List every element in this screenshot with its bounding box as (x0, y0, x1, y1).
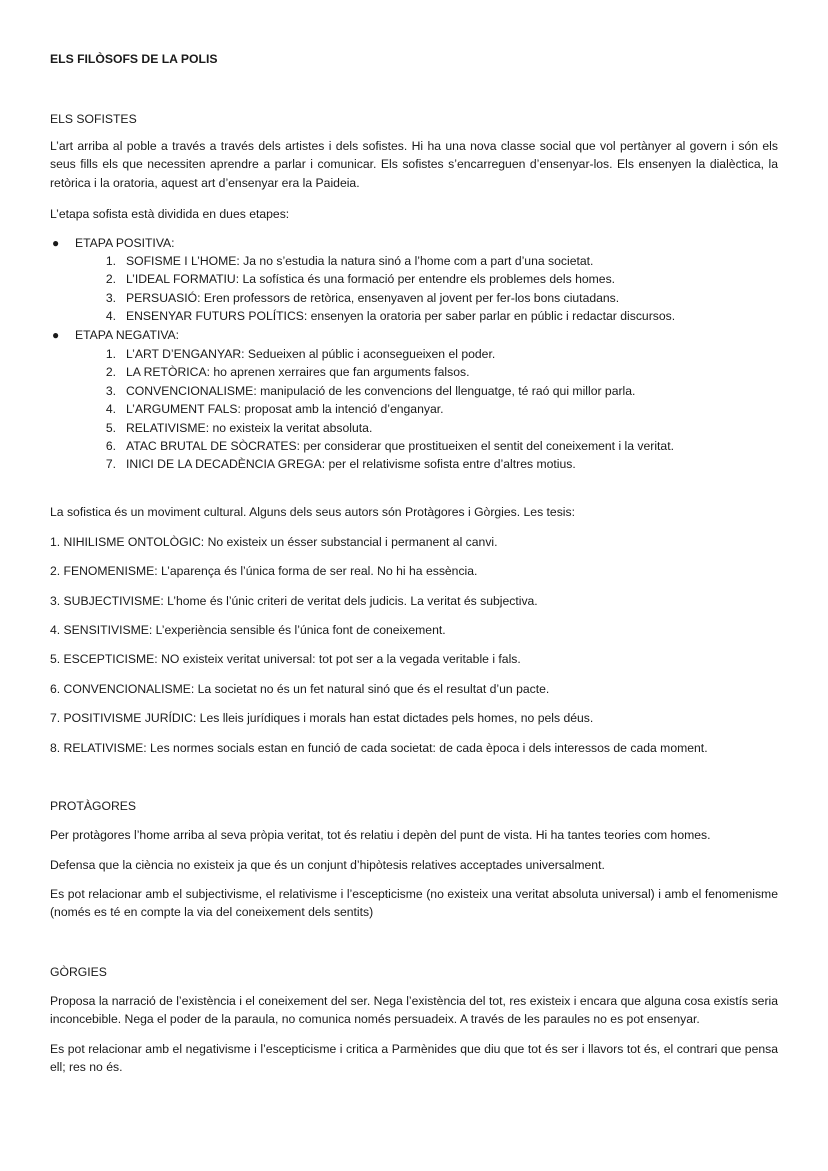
positive-item (100, 270, 675, 288)
thesis-item: 2. FENOMENISME: L’aparença és l’única forma de ser real. No hi ha essència. (50, 564, 478, 578)
positive-item (100, 307, 675, 325)
list-number: 7. (105, 457, 116, 472)
list-item-text: ENSENYAR FUTURS POLÍTICS: ensenyen la oratoria per saber parlar en públic i redactar discursos. (126, 309, 676, 324)
list-number: 5. (105, 420, 116, 435)
negative-item (100, 419, 674, 437)
positive-item (100, 252, 675, 270)
list-number: 1. (105, 347, 116, 361)
list-number: 6. (105, 438, 116, 453)
thesis-item: 4. SENSITIVISME: L’experiència sensible és l’única font de coneixement. (50, 623, 446, 637)
list-item-text: CONVENCIONALISME: manipulació de les convencions del llenguatge, té raó qui millor parla. (126, 383, 636, 398)
protagores-p1: Per protàgores l’home arriba al seva pròpia veritat, tot és relatiu i depèn del punt de vista. Hi ha tantes teories com homes. (50, 828, 711, 842)
negative-item (100, 437, 674, 455)
list-item-text: INICI DE LA DECADÈNCIA GREGA: per el relativisme sofista entre d’altres motius. (126, 457, 576, 472)
thesis-item: 3. SUBJECTIVISME: L’home és l’únic criteri de veritat dels judicis. La veritat és subjectiva. (50, 594, 538, 608)
list-number: 4. (105, 402, 116, 417)
positive-list (100, 252, 675, 326)
list-number: 4. (105, 309, 116, 324)
bullet-dot-icon: ● (52, 236, 60, 250)
thesis-item: 1. NIHILISME ONTOLÒGIC: No existeix un ésser substancial i permanent al canvi. (50, 535, 498, 549)
heading-gorgies: GÒRGIES (50, 965, 107, 979)
document-title: ELS FILÒSOFS DE LA POLIS (50, 52, 218, 66)
gorgies-p1: Proposa la narració de l’existència i el coneixement del ser. Nega l’existència del tot, res existeix i encara que alguna cosa existís seria inconcebible. Nega el poder de la paraula, no comunica només persuadeix. A través de les paraules no es pot ensenyar. (50, 994, 778, 1027)
list-number: 3. (105, 290, 116, 305)
list-item-text: L’ART D’ENGANYAR: Sedueixen al públic i aconsegueixen el poder. (126, 347, 496, 361)
stages-intro: L’etapa sofista està dividida en dues etapes: (50, 207, 290, 221)
list-item-text: RELATIVISME: no existeix la veritat absoluta. (126, 420, 373, 435)
bullet-dot-icon: ● (52, 328, 60, 342)
protagores-p3: Es pot relacionar amb el subjectivisme, el relativisme i l’escepticisme (no existeix una veritat absoluta universal) i amb el fenomenisme (només es té en compte la via del coneixement dels sentits) (50, 887, 778, 920)
heading-protagores: PROTÀGORES (50, 799, 137, 813)
list-item-text: L’ARGUMENT FALS: proposat amb la intenció d’enganyar. (126, 402, 444, 417)
negative-item (100, 400, 674, 418)
thesis-item: 7. POSITIVISME JURÍDIC: Les lleis jurídiques i morals han estat dictades pels homes, no pels déus. (50, 711, 594, 725)
negative-list (100, 345, 674, 474)
thesis-item: 5. ESCEPTICISME: NO existeix veritat universal: tot pot ser a la vegada veritable i fals. (50, 652, 521, 666)
protagores-p2: Defensa que la ciència no existeix ja que és un conjunt d’hipòtesis relatives acceptades universalment. (50, 858, 605, 872)
sofistes-intro: L’art arriba al poble a través a través dels artistes i dels sofistes. Hi ha una nova classe social que vol pertànyer al govern i són els seus fills els que necessiten aprendre a parlar i comunicar. Els sofistes s’encarreguen d’ensenyar-los. Els ensenyen la dialèctica, la retòrica i la oratoria, aquest art d’ensenyar era la Paideia. (50, 139, 778, 190)
list-item-text: LA RETÒRICA: ho aprenen xerraires que fan arguments falsos. (126, 365, 470, 380)
negative-item (100, 345, 674, 363)
negative-item (100, 455, 674, 473)
thesis-item: 8. RELATIVISME: Les normes socials estan en funció de cada societat: de cada època i dels interessos de cada moment. (50, 741, 708, 755)
positive-item (100, 289, 675, 307)
list-number: 1. (105, 254, 116, 268)
movement-text: La sofistica és un moviment cultural. Alguns dels seus autors són Protàgores i Gòrgies. Les tesis: (50, 505, 575, 519)
list-item-text: PERSUASIÓ: Eren professors de retòrica, ensenyaven al jovent per fer-los bons ciutadans. (126, 290, 620, 305)
list-item-text: L’IDEAL FORMATIU: La sofística és una formació per entendre els problemes dels homes. (126, 272, 616, 287)
list-item-text: SOFISME I L’HOME: Ja no s’estudia la natura sinó a l’home com a part d’una societat. (126, 254, 594, 268)
heading-sofistes: ELS SOFISTES (50, 112, 137, 126)
thesis-item: 6. CONVENCIONALISME: La societat no és un fet natural sinó que és el resultat d’un pacte. (50, 682, 550, 696)
negative-item (100, 382, 674, 400)
negative-item (100, 363, 674, 381)
list-number: 2. (105, 272, 116, 287)
list-number: 2. (105, 365, 116, 380)
negative-label: ETAPA NEGATIVA: (75, 328, 180, 342)
list-number: 3. (105, 383, 116, 398)
positive-label: ETAPA POSITIVA: (75, 236, 175, 250)
list-item-text: ATAC BRUTAL DE SÒCRATES: per considerar que prostitueixen el sentit del coneixement i la veritat. (126, 438, 674, 453)
gorgies-p2: Es pot relacionar amb el negativisme i l’escepticisme i critica a Parmènides que diu que tot és ser i llavors tot és, el contrari que pensa ell; res no és. (50, 1042, 778, 1075)
